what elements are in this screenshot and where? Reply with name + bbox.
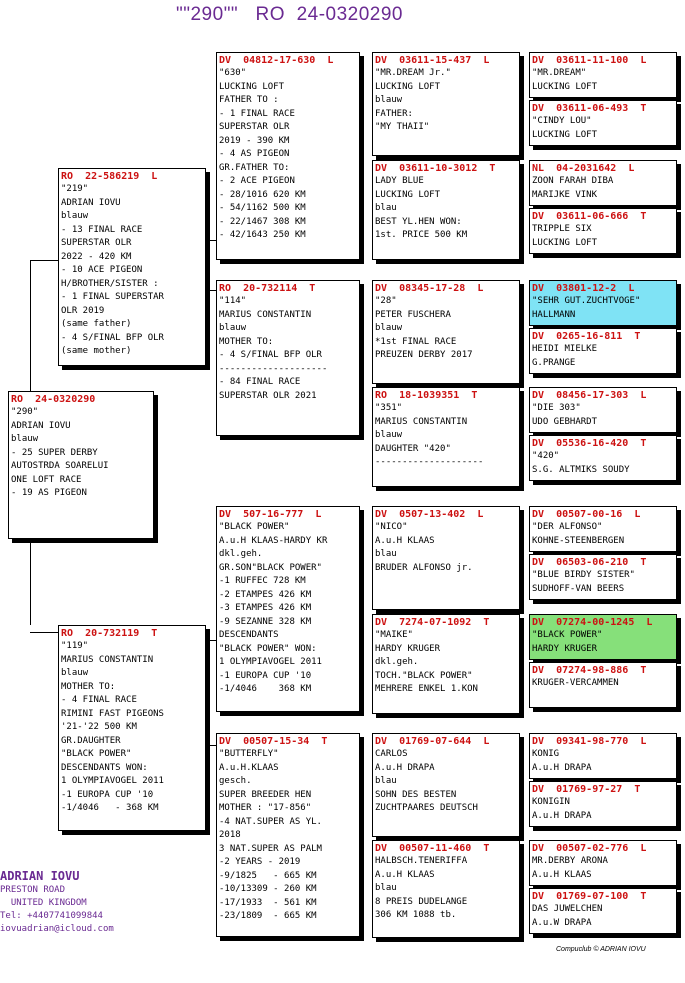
ring-number: DV 08456-17-303 L bbox=[532, 390, 647, 401]
ring-number: DV 03611-06-493 T bbox=[532, 103, 647, 114]
pedigree-line: "BUTTERFLY" bbox=[219, 749, 279, 759]
pedigree-line: '21-'22 500 KM bbox=[61, 722, 137, 732]
ring-number: DV 03801-12-2 L bbox=[532, 283, 635, 294]
great-grandparent-box bbox=[372, 387, 520, 487]
pedigree-line: A.u.H DRAPA bbox=[375, 762, 435, 773]
sire-box bbox=[58, 168, 206, 366]
grandparent-box bbox=[216, 733, 360, 937]
pedigree-line: - 1 FINAL RACE bbox=[219, 108, 295, 119]
pedigree-line: HARDY KRUGER bbox=[532, 643, 598, 654]
connector-line bbox=[206, 745, 216, 746]
pedigree-line: "BLACK POWER" bbox=[532, 630, 603, 640]
ring-number: DV 0507-13-402 L bbox=[375, 509, 484, 520]
pedigree-line: LUCKING LOFT bbox=[532, 237, 598, 248]
pedigree-line: -2 YEARS - 2019 bbox=[219, 857, 301, 867]
pedigree-line: DAUGHTER "420" bbox=[375, 443, 451, 454]
pedigree-line: MR.DERBY ARONA bbox=[532, 856, 608, 866]
owner-name: ADRIAN IOVU bbox=[0, 869, 80, 883]
pedigree-line: A.u.H KLAAS-HARDY KR bbox=[219, 535, 328, 546]
pedigree-line: "BLACK POWER" bbox=[61, 749, 132, 759]
pedigree-line: LUCKING LOFT bbox=[219, 81, 285, 92]
pedigree-line: - 54/1162 500 KM bbox=[219, 203, 306, 213]
pedigree-line: FATHER: bbox=[375, 108, 413, 119]
owner-contact-line: PRESTON ROAD bbox=[0, 885, 66, 895]
pedigree-line: A.u.H KLAAS bbox=[375, 869, 435, 880]
pedigree-line: KOHNE-STEENBERGEN bbox=[532, 535, 625, 546]
pedigree-line: -1 EUROPA CUP '10 bbox=[61, 789, 154, 800]
pedigree-line: dkl.geh. bbox=[375, 657, 419, 667]
ring-number: DV 00507-00-16 L bbox=[532, 509, 641, 520]
pedigree-line: -9 SEZANNE 328 KM bbox=[219, 616, 312, 627]
ring-number: DV 03611-10-3012 T bbox=[375, 163, 496, 174]
ring-number: DV 03611-11-100 L bbox=[532, 55, 647, 66]
gg-grandparent-box bbox=[529, 387, 677, 433]
gg-grandparent-box bbox=[529, 614, 677, 660]
pedigree-line: blauw bbox=[375, 430, 403, 440]
pedigree-line: (same father) bbox=[61, 319, 132, 329]
pedigree-line: "351" bbox=[375, 403, 403, 413]
pedigree-line: KONIG bbox=[532, 749, 560, 759]
pedigree-line: - 22/1467 308 KM bbox=[219, 216, 306, 227]
pedigree-line: GR.DAUGHTER bbox=[61, 735, 121, 746]
pedigree-line: SUPERSTAR OLR bbox=[219, 122, 290, 132]
pedigree-line: LADY BLUE bbox=[375, 176, 424, 186]
pedigree-line: KRUGER-VERCAMMEN bbox=[532, 678, 619, 688]
ring-number: DV 507-16-777 L bbox=[219, 509, 322, 520]
pedigree-line: - 2 ACE PIGEON bbox=[219, 176, 295, 186]
pedigree-line: "CINDY LOU" bbox=[532, 116, 592, 126]
pedigree-line: DESCENDANTS WON: bbox=[61, 762, 148, 773]
ring-number: RO 18-1039351 T bbox=[375, 390, 478, 401]
pedigree-line: FATHER TO : bbox=[219, 95, 279, 105]
ring-number: DV 01769-07-100 T bbox=[532, 891, 647, 902]
pedigree-line: OLR 2019 bbox=[61, 305, 105, 316]
pedigree-line: LUCKING LOFT bbox=[532, 81, 598, 92]
ring-number: RO 22-586219 L bbox=[61, 171, 158, 182]
connector-line bbox=[30, 539, 31, 625]
gg-grandparent-box bbox=[529, 733, 677, 779]
pedigree-line: HARDY KRUGER bbox=[375, 643, 441, 654]
pedigree-line: DESCENDANTS bbox=[219, 630, 279, 640]
pedigree-line: ZOON FARAH DIBA bbox=[532, 176, 614, 186]
great-grandparent-box bbox=[372, 840, 520, 938]
pedigree-line: LUCKING LOFT bbox=[375, 189, 441, 200]
great-grandparent-box bbox=[372, 506, 520, 610]
ring-number: RO 20-732119 T bbox=[61, 628, 158, 639]
pedigree-line: G.PRANGE bbox=[532, 357, 576, 368]
pedigree-line: TRIPPLE SIX bbox=[532, 224, 592, 234]
pedigree-line: - 4 FINAL RACE bbox=[61, 695, 137, 705]
great-grandparent-box bbox=[372, 280, 520, 384]
pedigree-line: blauw bbox=[375, 95, 403, 105]
great-grandparent-box bbox=[372, 52, 520, 156]
ring-number: DV 06503-06-210 T bbox=[532, 557, 647, 568]
pedigree-line: MEHRERE ENKEL 1.KON bbox=[375, 684, 478, 694]
ring-number: RO 20-732114 T bbox=[219, 283, 316, 294]
owner-contact-line: Tel: +4407741099844 bbox=[0, 911, 103, 921]
pedigree-line: "630" bbox=[219, 68, 247, 78]
ring-number: DV 09341-98-770 L bbox=[532, 736, 647, 747]
pedigree-line: DAS JUWELCHEN bbox=[532, 904, 603, 914]
pedigree-line: -4 NAT.SUPER AS YL. bbox=[219, 816, 322, 827]
ring-number: DV 01769-07-644 L bbox=[375, 736, 490, 747]
pedigree-line: BRUDER ALFONSO jr. bbox=[375, 562, 473, 573]
pedigree-line: gesch. bbox=[219, 776, 252, 786]
pedigree-line: "119" bbox=[61, 641, 89, 651]
pedigree-line: ZUCHTPAARES DEUTSCH bbox=[375, 803, 478, 813]
pedigree-line: SUDHOFF-VAN BEERS bbox=[532, 583, 625, 594]
ring-number: DV 00507-02-776 L bbox=[532, 843, 647, 854]
grandparent-box bbox=[216, 280, 360, 436]
connector-line bbox=[30, 260, 58, 261]
gg-grandparent-box bbox=[529, 888, 677, 934]
ring-number: DV 05536-16-420 T bbox=[532, 438, 647, 449]
gg-grandparent-box bbox=[529, 280, 677, 326]
ring-number: DV 01769-97-27 T bbox=[532, 784, 641, 795]
pedigree-line: "219" bbox=[61, 184, 89, 194]
pedigree-line: 306 KM 1088 tb. bbox=[375, 910, 457, 920]
pedigree-line: S.G. ALTMIKS SOUDY bbox=[532, 464, 630, 475]
pedigree-line: "MR.DREAM Jr." bbox=[375, 68, 451, 78]
pedigree-line: "MY THAII" bbox=[375, 122, 430, 132]
pedigree-line: AUTOSTRDA SOARELUI bbox=[11, 461, 109, 471]
ring-number: DV 04812-17-630 L bbox=[219, 55, 334, 66]
pedigree-line: SOHN DES BESTEN bbox=[375, 789, 457, 800]
ring-number: DV 07274-00-1245 L bbox=[532, 617, 653, 628]
grandparent-box bbox=[216, 52, 360, 260]
pedigree-line: CARLOS bbox=[375, 749, 408, 759]
pedigree-line: blauw bbox=[61, 668, 89, 678]
pedigree-line: -9/1825 - 665 KM bbox=[219, 870, 317, 881]
connector-line bbox=[206, 290, 216, 291]
ring-number: RO 24-0320290 bbox=[11, 394, 96, 405]
pedigree-line: -------------------- bbox=[375, 457, 484, 467]
pedigree-line: 1st. PRICE 500 KM bbox=[375, 230, 468, 240]
pedigree-line: LUCKING LOFT bbox=[375, 81, 441, 92]
pedigree-line: RIMINI FAST PIGEONS bbox=[61, 708, 164, 719]
pedigree-line: blau bbox=[375, 549, 397, 559]
pedigree-line: A.u.H DRAPA bbox=[532, 762, 592, 773]
pedigree-line: -3 ETAMPES 426 KM bbox=[219, 603, 312, 613]
pedigree-line: A.u.H.KLAAS bbox=[219, 762, 279, 773]
pedigree-line: 1 OLYMPIAVOGEL 2011 bbox=[61, 776, 164, 786]
pedigree-line: ADRIAN IOVU bbox=[11, 420, 71, 431]
great-grandparent-box bbox=[372, 160, 520, 260]
gg-grandparent-box bbox=[529, 435, 677, 481]
pedigree-line: 8 PREIS DUDELANGE bbox=[375, 896, 468, 907]
pedigree-line: -------------------- bbox=[219, 363, 328, 374]
ring-number: DV 00507-11-460 T bbox=[375, 843, 490, 854]
pedigree-line: MARIUS CONSTANTIN bbox=[61, 654, 154, 665]
connector-line bbox=[30, 260, 31, 391]
pedigree-line: blauw bbox=[11, 434, 39, 444]
pedigree-line: - 4 S/FINAL BFP OLR bbox=[219, 350, 322, 360]
pedigree-line: SUPERSTAR OLR bbox=[61, 238, 132, 248]
pedigree-line: 3 NAT.SUPER AS PALM bbox=[219, 843, 322, 854]
pedigree-line: "420" bbox=[532, 451, 560, 461]
pedigree-line: -10/13309 - 260 KM bbox=[219, 884, 317, 894]
pedigree-line: A.u.H KLAAS bbox=[375, 535, 435, 546]
pedigree-line: blauw bbox=[219, 323, 247, 333]
pedigree-line: "MAIKE" bbox=[375, 630, 413, 640]
pedigree-line: blau bbox=[375, 776, 397, 786]
pedigree-line: PREUZEN DERBY 2017 bbox=[375, 350, 473, 360]
pedigree-line: blauw bbox=[61, 211, 89, 221]
pedigree-line: "290" bbox=[11, 407, 39, 417]
connector-line bbox=[206, 640, 216, 641]
owner-contact-line: UNITED KINGDOM bbox=[0, 898, 87, 908]
pedigree-line: -1 RUFFEC 728 KM bbox=[219, 576, 306, 586]
pedigree-line: UDO GEBHARDT bbox=[532, 416, 598, 427]
pedigree-line: "BLUE BIRDY SISTER" bbox=[532, 570, 635, 580]
owner-contact bbox=[0, 884, 170, 936]
ring-number: DV 7274-07-1092 T bbox=[375, 617, 490, 628]
pedigree-line: blau bbox=[375, 883, 397, 893]
pedigree-line: MARIUS CONSTANTIN bbox=[219, 309, 312, 320]
pedigree-line: MOTHER TO: bbox=[61, 681, 116, 692]
connector-line bbox=[30, 632, 58, 633]
ring-number: DV 0265-16-811 T bbox=[532, 331, 641, 342]
pedigree-line: -1/4046 - 368 KM bbox=[61, 803, 159, 813]
pedigree-line: *1st FINAL RACE bbox=[375, 336, 457, 347]
dam-box bbox=[58, 625, 206, 831]
gg-grandparent-box bbox=[529, 100, 677, 146]
gg-grandparent-box bbox=[529, 208, 677, 254]
pedigree-line: (same mother) bbox=[61, 346, 132, 356]
pedigree-line: -2 ETAMPES 426 KM bbox=[219, 589, 312, 600]
gg-grandparent-box bbox=[529, 160, 677, 206]
pedigree-line: - 42/1643 250 KM bbox=[219, 230, 306, 240]
owner-contact-line: iovuadrian@icloud.com bbox=[0, 924, 114, 934]
pedigree-line: 1 OLYMPIAVOGEL 2011 bbox=[219, 657, 322, 667]
pedigree-line: "114" bbox=[219, 296, 247, 306]
pedigree-line: - 4 S/FINAL BFP OLR bbox=[61, 332, 164, 343]
pedigree-line: GR.SON"BLACK POWER" bbox=[219, 562, 322, 573]
pedigree-line: - 19 AS PIGEON bbox=[11, 488, 87, 498]
ring-number: DV 07274-98-886 T bbox=[532, 665, 647, 676]
great-grandparent-box bbox=[372, 614, 520, 714]
pedigree-line: - 13 FINAL RACE bbox=[61, 224, 143, 235]
pedigree-line: A.u.H DRAPA bbox=[532, 810, 592, 821]
pedigree-line: LUCKING LOFT bbox=[532, 129, 598, 140]
pedigree-line: blauw bbox=[375, 323, 403, 333]
pedigree-line: BEST YL.HEN WON: bbox=[375, 216, 462, 227]
pedigree-line: - 10 ACE PIGEON bbox=[61, 265, 143, 275]
pedigree-line: 2022 - 420 KM bbox=[61, 251, 132, 262]
pedigree-line: H/BROTHER/SISTER : bbox=[61, 278, 159, 289]
pedigree-line: 2019 - 390 KM bbox=[219, 135, 290, 146]
pedigree-line: MARIJKE VINK bbox=[532, 189, 598, 200]
pedigree-line: dkl.geh. bbox=[219, 549, 263, 559]
pedigree-line: - 1 FINAL SUPERSTAR bbox=[61, 292, 164, 302]
owner-block bbox=[0, 868, 170, 936]
pedigree-line: "MR.DREAM" bbox=[532, 68, 587, 78]
pedigree-line: blau bbox=[375, 203, 397, 213]
pedigree-line: ONE LOFT RACE bbox=[11, 474, 82, 485]
pedigree-line: HALBSCH.TENERIFFA bbox=[375, 856, 468, 866]
ring-number: DV 08345-17-28 L bbox=[375, 283, 484, 294]
gg-grandparent-box bbox=[529, 662, 677, 708]
grandparent-box bbox=[216, 506, 360, 712]
pedigree-line: PETER FUSCHERA bbox=[375, 309, 451, 320]
pedigree-line: A.u.W DRAPA bbox=[532, 917, 592, 928]
pedigree-line: SUPERSTAR OLR 2021 bbox=[219, 390, 317, 401]
pedigree-line: -1 EUROPA CUP '10 bbox=[219, 670, 312, 681]
ring-number: DV 03611-15-437 L bbox=[375, 55, 490, 66]
pedigree-line: - 25 SUPER DERBY bbox=[11, 447, 98, 458]
pedigree-line: ADRIAN IOVU bbox=[61, 197, 121, 208]
gg-grandparent-box bbox=[529, 328, 677, 374]
great-grandparent-box bbox=[372, 733, 520, 837]
gg-grandparent-box bbox=[529, 554, 677, 600]
pedigree-line: -23/1809 - 665 KM bbox=[219, 911, 317, 921]
pedigree-line: -17/1933 - 561 KM bbox=[219, 897, 317, 908]
footer-credit: Compuclub © ADRIAN IOVU bbox=[556, 946, 646, 953]
pedigree-line: "BLACK POWER" WON: bbox=[219, 643, 317, 654]
gg-grandparent-box bbox=[529, 781, 677, 827]
pedigree-line: TOCH."BLACK POWER" bbox=[375, 670, 473, 681]
pedigree-line: -1/4046 368 KM bbox=[219, 684, 312, 694]
pedigree-line: "BLACK POWER" bbox=[219, 522, 290, 532]
pedigree-line: "28" bbox=[375, 296, 397, 306]
pedigree-line: GR.FATHER TO: bbox=[219, 162, 290, 173]
pedigree-line: HEIDI MIELKE bbox=[532, 344, 598, 354]
pedigree-line: MARIUS CONSTANTIN bbox=[375, 416, 468, 427]
pedigree-line: SUPER BREEDER HEN bbox=[219, 789, 312, 800]
gg-grandparent-box bbox=[529, 506, 677, 552]
pedigree-line: MOTHER : "17-856" bbox=[219, 803, 312, 813]
subject-box bbox=[8, 391, 154, 539]
page-title: ""290"" RO 24-0320290 bbox=[176, 4, 404, 25]
pedigree-line: - 4 AS PIGEON bbox=[219, 149, 290, 159]
gg-grandparent-box bbox=[529, 52, 677, 98]
pedigree-line: - 84 FINAL RACE bbox=[219, 377, 301, 387]
connector-line bbox=[206, 240, 216, 241]
pedigree-line: "SEHR GUT.ZUCHTVOGE" bbox=[532, 296, 641, 306]
gg-grandparent-box bbox=[529, 840, 677, 886]
pedigree-line: "DIE 303" bbox=[532, 403, 581, 413]
pedigree-line: "NICO" bbox=[375, 522, 408, 532]
pedigree-line: HALLMANN bbox=[532, 309, 576, 320]
pedigree-line: 2018 bbox=[219, 830, 241, 840]
ring-number: NL 04-2031642 L bbox=[532, 163, 635, 174]
pedigree-line: KONIGIN bbox=[532, 797, 570, 807]
pedigree-line: A.u.H KLAAS bbox=[532, 869, 592, 880]
pedigree-line: MOTHER TO: bbox=[219, 336, 274, 347]
ring-number: DV 00507-15-34 T bbox=[219, 736, 328, 747]
pedigree-line: - 28/1016 620 KM bbox=[219, 189, 306, 200]
ring-number: DV 03611-06-666 T bbox=[532, 211, 647, 222]
pedigree-line: "DER ALFONSO" bbox=[532, 522, 603, 532]
